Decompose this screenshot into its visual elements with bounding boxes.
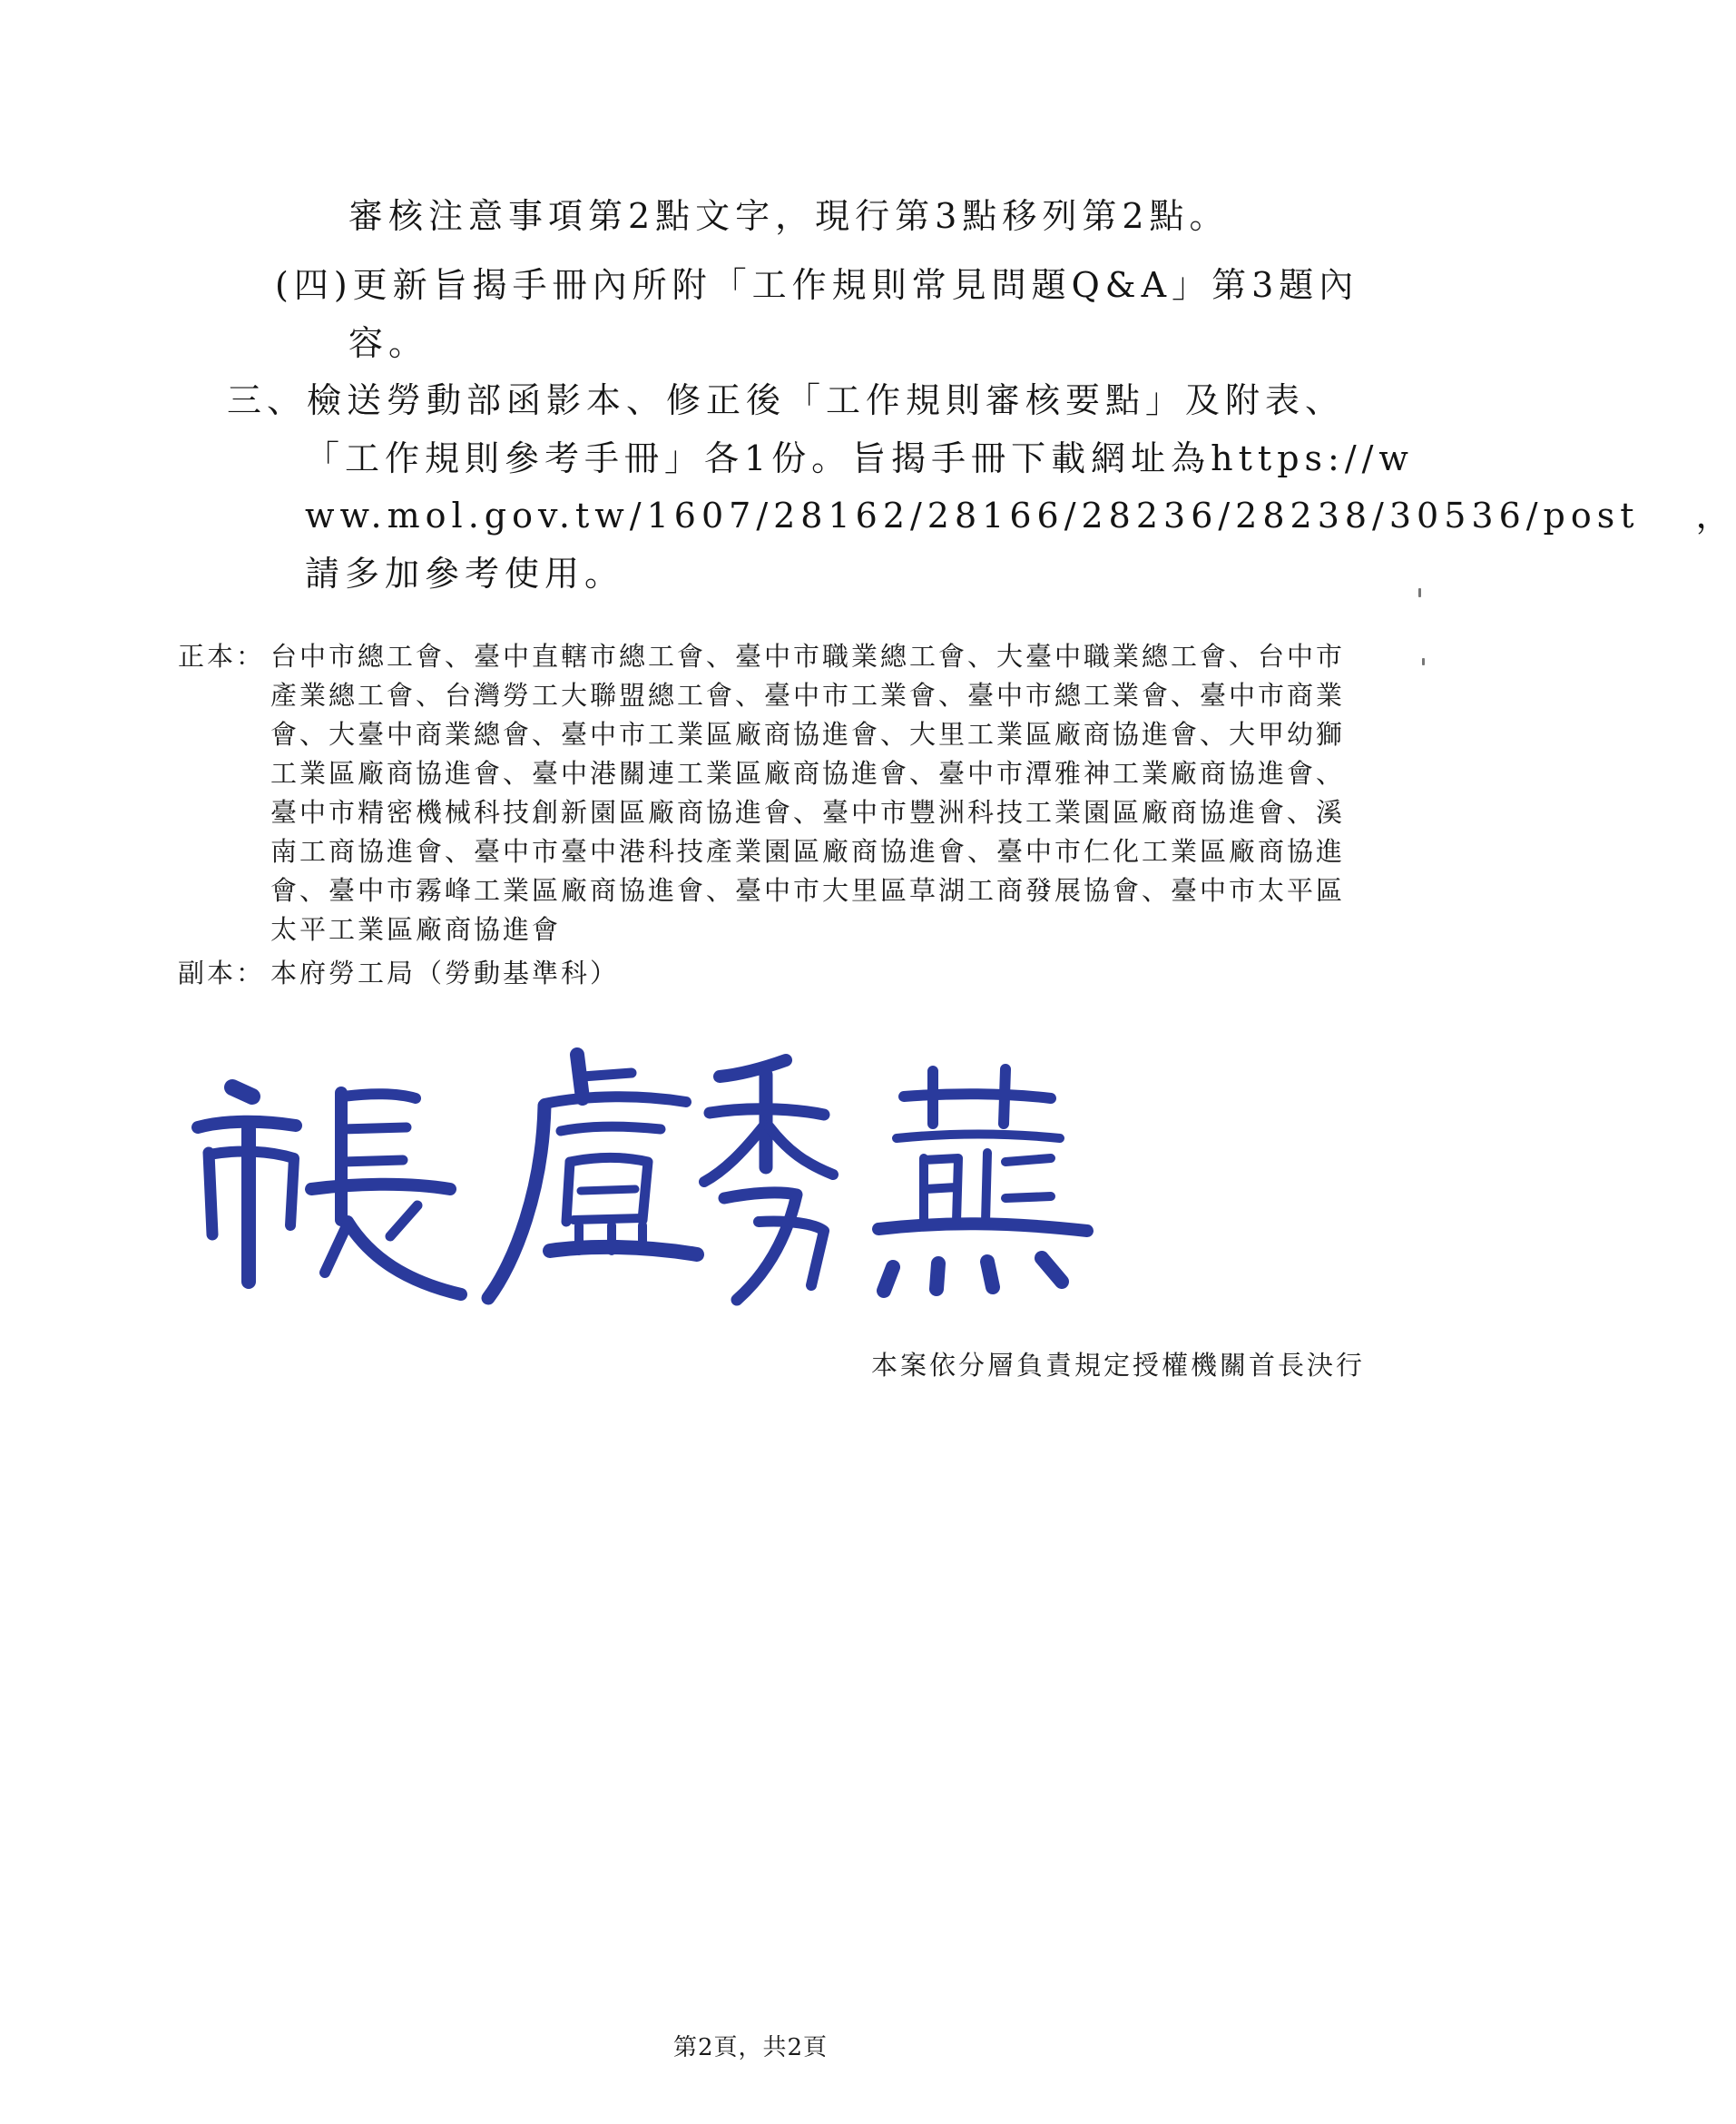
body-line-5: 「工作規則參考手冊」各1份。旨揭手冊下載網址為https://w xyxy=(305,438,1414,478)
body-line-2: (四)更新旨揭手冊內所附「工作規則常見問題Q&A」第3題內 xyxy=(275,265,1359,305)
main-recipients-text: 台中市總工會、臺中直轄市總工會、臺中市職業總工會、大臺中職業總工會、台中市產業總工會、台灣勞工大聯盟總工會、臺中市工業會、臺中市總工業會、臺中市商業會、大臺中商業總會、臺中市工業區廠商協進會、大里工業區廠商協進會、大甲幼獅工業區廠商協進會、臺中港關連工業區廠商協進會、臺中市潭雅神工業廠商協進會、臺中市精密機械科技創新園區廠商協進會、臺中市豐洲科技工業園區廠商協進會、溪南工商協進會、臺中市臺中港科技產業園區廠商協進會、臺中市仁化工業區廠商協進會、臺中市霧峰工業區廠商協進會、臺中市大里區草湖工商發展協會、臺中市太平區太平工業區廠商協進會 xyxy=(270,641,1346,945)
signature-brush-strokes xyxy=(189,1044,1196,1316)
copy-recipients-text: 本府勞工局（勞動基準科） xyxy=(270,958,620,988)
body-line-4: 三、檢送勞動部函影本、修正後「工作規則審核要點」及附表、 xyxy=(227,380,1346,420)
body-line-7: 請多加參考使用。 xyxy=(305,554,625,594)
body-line-6: ww.mol.gov.tw/1607/28162/28166/28236/28238/30536/post ， xyxy=(305,496,1736,536)
body-line-3: 容。 xyxy=(348,323,429,363)
page-number-footer: 第2頁，共2頁 xyxy=(672,2034,829,2061)
scan-speck xyxy=(1422,658,1425,665)
mayor-signature-stamp xyxy=(189,1044,1196,1316)
scan-speck xyxy=(1418,588,1421,597)
distribution-copy xyxy=(178,954,1376,995)
authorization-note: 本案依分層負責規定授權機關首長決行 xyxy=(870,1350,1365,1381)
body-line-1: 審核注意事項第2點文字，現行第3點移列第2點。 xyxy=(348,196,1230,236)
main-recipients-label: 正本： xyxy=(178,641,266,672)
distribution-main xyxy=(178,637,1376,955)
copy-recipients-label: 副本： xyxy=(178,958,266,988)
